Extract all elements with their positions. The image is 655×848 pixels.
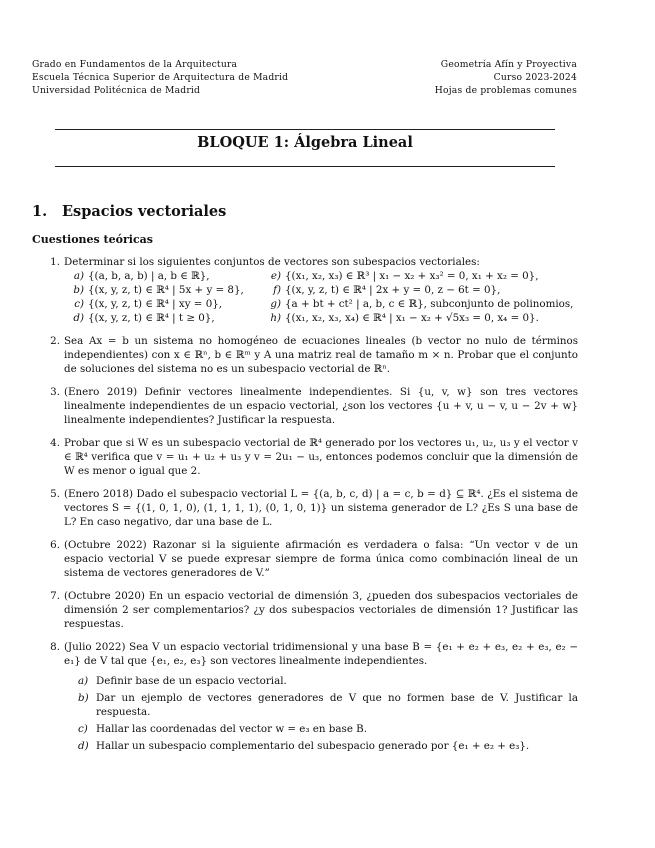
sub-question: d) Hallar un subespacio complementario del subespacio generado por {e₁ + e₂ + e₃}. — [78, 740, 530, 752]
header-institution — [32, 58, 288, 98]
subset-item: f) {(x, y, z, t) ∈ ℝ⁴ | 2x + y = 0, z − 6t = 0}, — [273, 284, 501, 296]
question-text: (Enero 2019) Definir vectores linealmente independientes. Si {u, v, w} son tres vectores linealmente independientes de un espacio vectorial, ¿son los vectores {u + v, u − v, u − 2v + w} linealmente independientes? Justificar la respuesta. — [64, 386, 578, 426]
section-name: Espacios vectoriales — [62, 203, 227, 220]
question-7 — [48, 589, 578, 631]
question-8 — [48, 640, 578, 753]
question-text: Sea Ax = b un sistema no homogéneo de ecuaciones lineales (b vector no nulo de términos independientes) con x ∈ ℝⁿ, b ∈ ℝᵐ y A una matriz real de tamaño m × n. Probar que el conjunto de soluciones del sistema no es un subespacio vectorial de ℝⁿ. — [64, 335, 578, 375]
question-number: 5. — [50, 488, 60, 500]
sub-question: b) Dar un ejemplo de vectores generadores de V que no formen base de V. Justificar la respuesta. — [78, 692, 578, 718]
subsection-title: Cuestiones teóricas — [32, 233, 153, 246]
subset-grid — [64, 269, 578, 325]
question-text: Determinar si los siguientes conjuntos de vectores son subespacios vectoriales: — [64, 256, 480, 268]
question-number: 8. — [50, 641, 60, 653]
question-4 — [48, 436, 578, 478]
section-number: 1. — [32, 203, 48, 220]
header-degree: Grado en Fundamentos de la Arquitectura — [32, 59, 238, 70]
question-text: (Enero 2018) Dado el subespacio vectorial L = {(a, b, c, d) | a = c, b = d} ⊆ ℝ⁴. ¿Es el sistema de vectores S = {(1, 0, 1, 0), (1, 1, 1, 1), (0, 1, 0, 1)} un sistema generador de L? ¿Es S una base de L? En caso negativo, dar una base de L. — [64, 488, 578, 528]
question-number: 4. — [50, 437, 60, 449]
header-sheet: Hojas de problemas comunes — [434, 85, 577, 97]
header-year: Curso 2023-2024 — [493, 72, 577, 84]
question-number: 1. — [50, 256, 60, 268]
top-rule — [55, 129, 555, 130]
subset-item: g) {a + bt + ct² | a, b, c ∈ ℝ}, subconjunto de polinomios, — [270, 298, 574, 310]
question-3 — [48, 385, 578, 427]
bottom-rule — [55, 166, 555, 167]
header-university: Universidad Politécnica de Madrid — [32, 85, 201, 97]
subset-item: d) {(x, y, z, t) ∈ ℝ⁴ | t ≥ 0}, — [73, 312, 215, 324]
question-number: 7. — [50, 590, 60, 602]
header-school: Escuela Técnica Superior de Arquitectura de Madrid — [32, 72, 289, 84]
questions-list — [48, 255, 578, 762]
question-6 — [48, 538, 578, 580]
section-title — [32, 203, 226, 220]
subset-item: c) {(x, y, z, t) ∈ ℝ⁴ | xy = 0}, — [74, 298, 223, 310]
question-1 — [48, 255, 578, 325]
sub-question: c) Hallar las coordenadas del vector w = e₃ en base B. — [78, 723, 368, 735]
question-text: (Julio 2022) Sea V un espacio vectorial tridimensional y una base B = {e₁ + e₂ + e₃, e₂ + e₃, e₂ − e₁} de V tal que {e₁, e₂, e₃} son vectores linealmente independientes. — [64, 641, 578, 667]
block-title: BLOQUE 1: Álgebra Lineal — [197, 134, 413, 151]
subset-item: b) {(x, y, z, t) ∈ ℝ⁴ | 5x + y = 8}, — [73, 284, 244, 296]
header-course — [435, 58, 577, 98]
question-number: 6. — [50, 539, 60, 551]
header-subject: Geometría Afín y Proyectiva — [440, 59, 577, 70]
sub-question: a) Definir base de un espacio vectorial. — [78, 675, 287, 687]
question-text: Probar que si W es un subespacio vectorial de ℝ⁴ generado por los vectores u₁, u₂, u₃ y el vector v ∈ ℝ⁴ verifica que v = u₁ + u₂ + u₃ y v = 2u₁ − u₃, entonces podemos concluir que la dimensión de W es menor o igual que 2. — [64, 437, 578, 477]
subset-item: h) {(x₁, x₂, x₃, x₄) ∈ ℝ⁴ | x₁ − x₂ + √5x₃ = 0, x₄ = 0}. — [270, 312, 539, 324]
subset-item: a) {(a, b, a, b) | a, b ∈ ℝ}, — [73, 270, 210, 282]
question-text: (Octubre 2022) Razonar si la siguiente afirmación es verdadera o falsa: “Un vector v de un espacio vectorial V se puede expresar siempre de forma única como combinación lineal de un sistema de vectores generadores de V.” — [64, 539, 578, 579]
question-text: (Octubre 2020) En un espacio vectorial de dimensión 3, ¿pueden dos subespacios vectoriales de dimensión 2 ser complementarios? ¿y dos subespacios vectoriales de dimensión 1? Justificar las respuestas. — [64, 590, 578, 630]
question-2 — [48, 334, 578, 376]
subset-item: e) {(x₁, x₂, x₃) ∈ ℝ³ | x₁ − x₂ + x₃² = 0, x₁ + x₂ = 0}, — [270, 270, 539, 282]
question-number: 3. — [50, 386, 60, 398]
question-number: 2. — [50, 335, 60, 347]
sub-question-list — [64, 674, 578, 753]
question-5 — [48, 487, 578, 529]
